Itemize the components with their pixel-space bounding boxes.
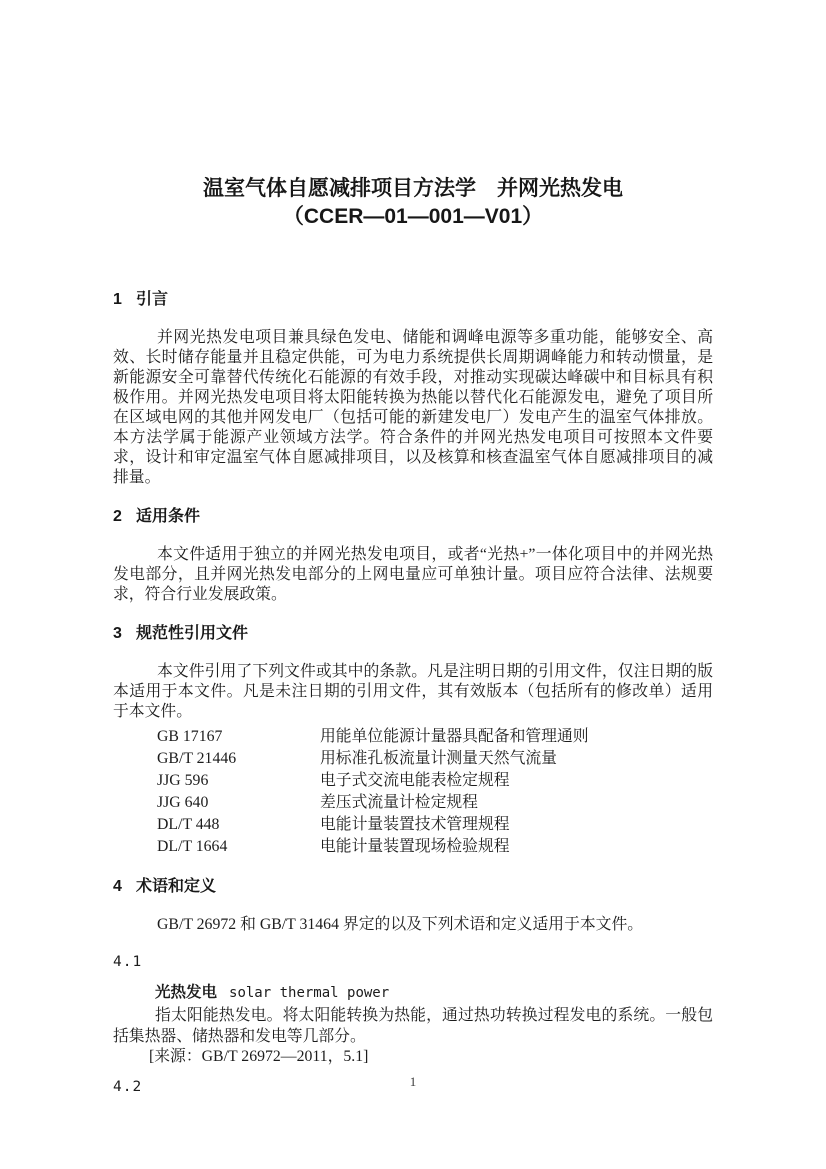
section-2-number: 2 [113, 508, 122, 525]
document-title-line-1: 温室气体自愿减排项目方法学 并网光热发电 [203, 177, 623, 200]
reference-item [113, 814, 713, 836]
term-4-1-definition: 指太阳能热发电。将太阳能转换为热能，通过热功转换过程发电的系统。一般包括集热器、储热器和发电等几部分。 [113, 1007, 713, 1045]
section-2-title: 适用条件 [136, 508, 201, 525]
document-title-line-2: （CCER—01—001—V01） [282, 205, 544, 228]
reference-code: DL/T 448 [157, 816, 220, 833]
reference-item [113, 836, 713, 858]
section-3-title: 规范性引用文件 [136, 625, 249, 642]
section-3-heading [113, 624, 713, 644]
document-title [113, 0, 713, 231]
reference-title: 电能计量装置技术管理规程 [320, 816, 510, 833]
section-3-paragraph: 本文件引用了下列文件或其中的条款。凡是注明日期的引用文件，仅注日期的版本适用于本文件。凡是未注日期的引用文件，其有效版本（包括所有的修改单）适用于本文件。 [113, 663, 713, 720]
section-2-paragraph: 本文件适用于独立的并网光热发电项目，或者“光热+”一体化项目中的并网光热发电部分，且并网光热发电部分的上网电量应可单独计量。项目应符合法律、法规要求，符合行业发展政策。 [113, 546, 713, 603]
section-4-paragraph: GB/T 26972 和 GB/T 31464 界定的以及下列术语和定义适用于本文件。 [157, 916, 644, 933]
section-4-number: 4 [113, 878, 122, 895]
normative-reference-list [113, 726, 713, 858]
reference-code: GB 17167 [157, 728, 223, 745]
reference-code: JJG 596 [157, 772, 209, 789]
reference-title: 电能计量装置现场检验规程 [320, 838, 510, 855]
section-1-title: 引言 [136, 291, 169, 308]
reference-item [113, 792, 713, 814]
term-4-1-line [155, 983, 713, 1003]
reference-title: 用标准孔板流量计测量天然气流量 [320, 750, 557, 767]
section-4-title: 术语和定义 [136, 878, 217, 895]
term-4-1-chinese: 光热发电 [155, 984, 218, 1001]
reference-code: JJG 640 [157, 794, 209, 811]
section-3-number: 3 [113, 625, 122, 642]
term-4-1-english: solar thermal power [229, 985, 390, 1001]
section-4-heading [113, 877, 713, 897]
section-1-number: 1 [113, 291, 122, 308]
reference-title: 差压式流量计检定规程 [320, 794, 478, 811]
reference-code: GB/T 21446 [157, 750, 237, 767]
term-4-1-number: 4.1 [113, 954, 143, 970]
reference-code: DL/T 1664 [157, 838, 228, 855]
section-1-paragraph: 并网光热发电项目兼具绿色发电、储能和调峰电源等多重功能，能够安全、高效、长时储存能量并且稳定供能，可为电力系统提供长周期调峰能力和转动惯量，是新能源安全可靠替代传统化石能源的有效手段，对推动实现碳达峰碳中和目标具有积极作用。并网光热发电项目将太阳能转换为热能以替代化石能源发电，避免了项目所在区域电网的其他并网发电厂（包括可能的新建发电厂）发电产生的温室气体排放。本方法学属于能源产业领域方法学。符合条件的并网光热发电项目可按照本文件要求，设计和审定温室气体自愿减排项目，以及核算和核查温室气体自愿减排项目的减排量。 [113, 329, 713, 486]
reference-item [113, 748, 713, 770]
reference-item [113, 770, 713, 792]
reference-title: 电子式交流电能表检定规程 [320, 772, 510, 789]
reference-item [113, 726, 713, 748]
section-1-heading [113, 290, 713, 310]
section-2-heading [113, 507, 713, 527]
page-number: 1 [409, 1074, 417, 1089]
term-4-2-number: 4.2 [113, 1079, 143, 1095]
reference-title: 用能单位能源计量器具配备和管理通则 [320, 728, 589, 745]
term-4-1-source: [来源：GB/T 26972—2011，5.1] [149, 1048, 369, 1065]
